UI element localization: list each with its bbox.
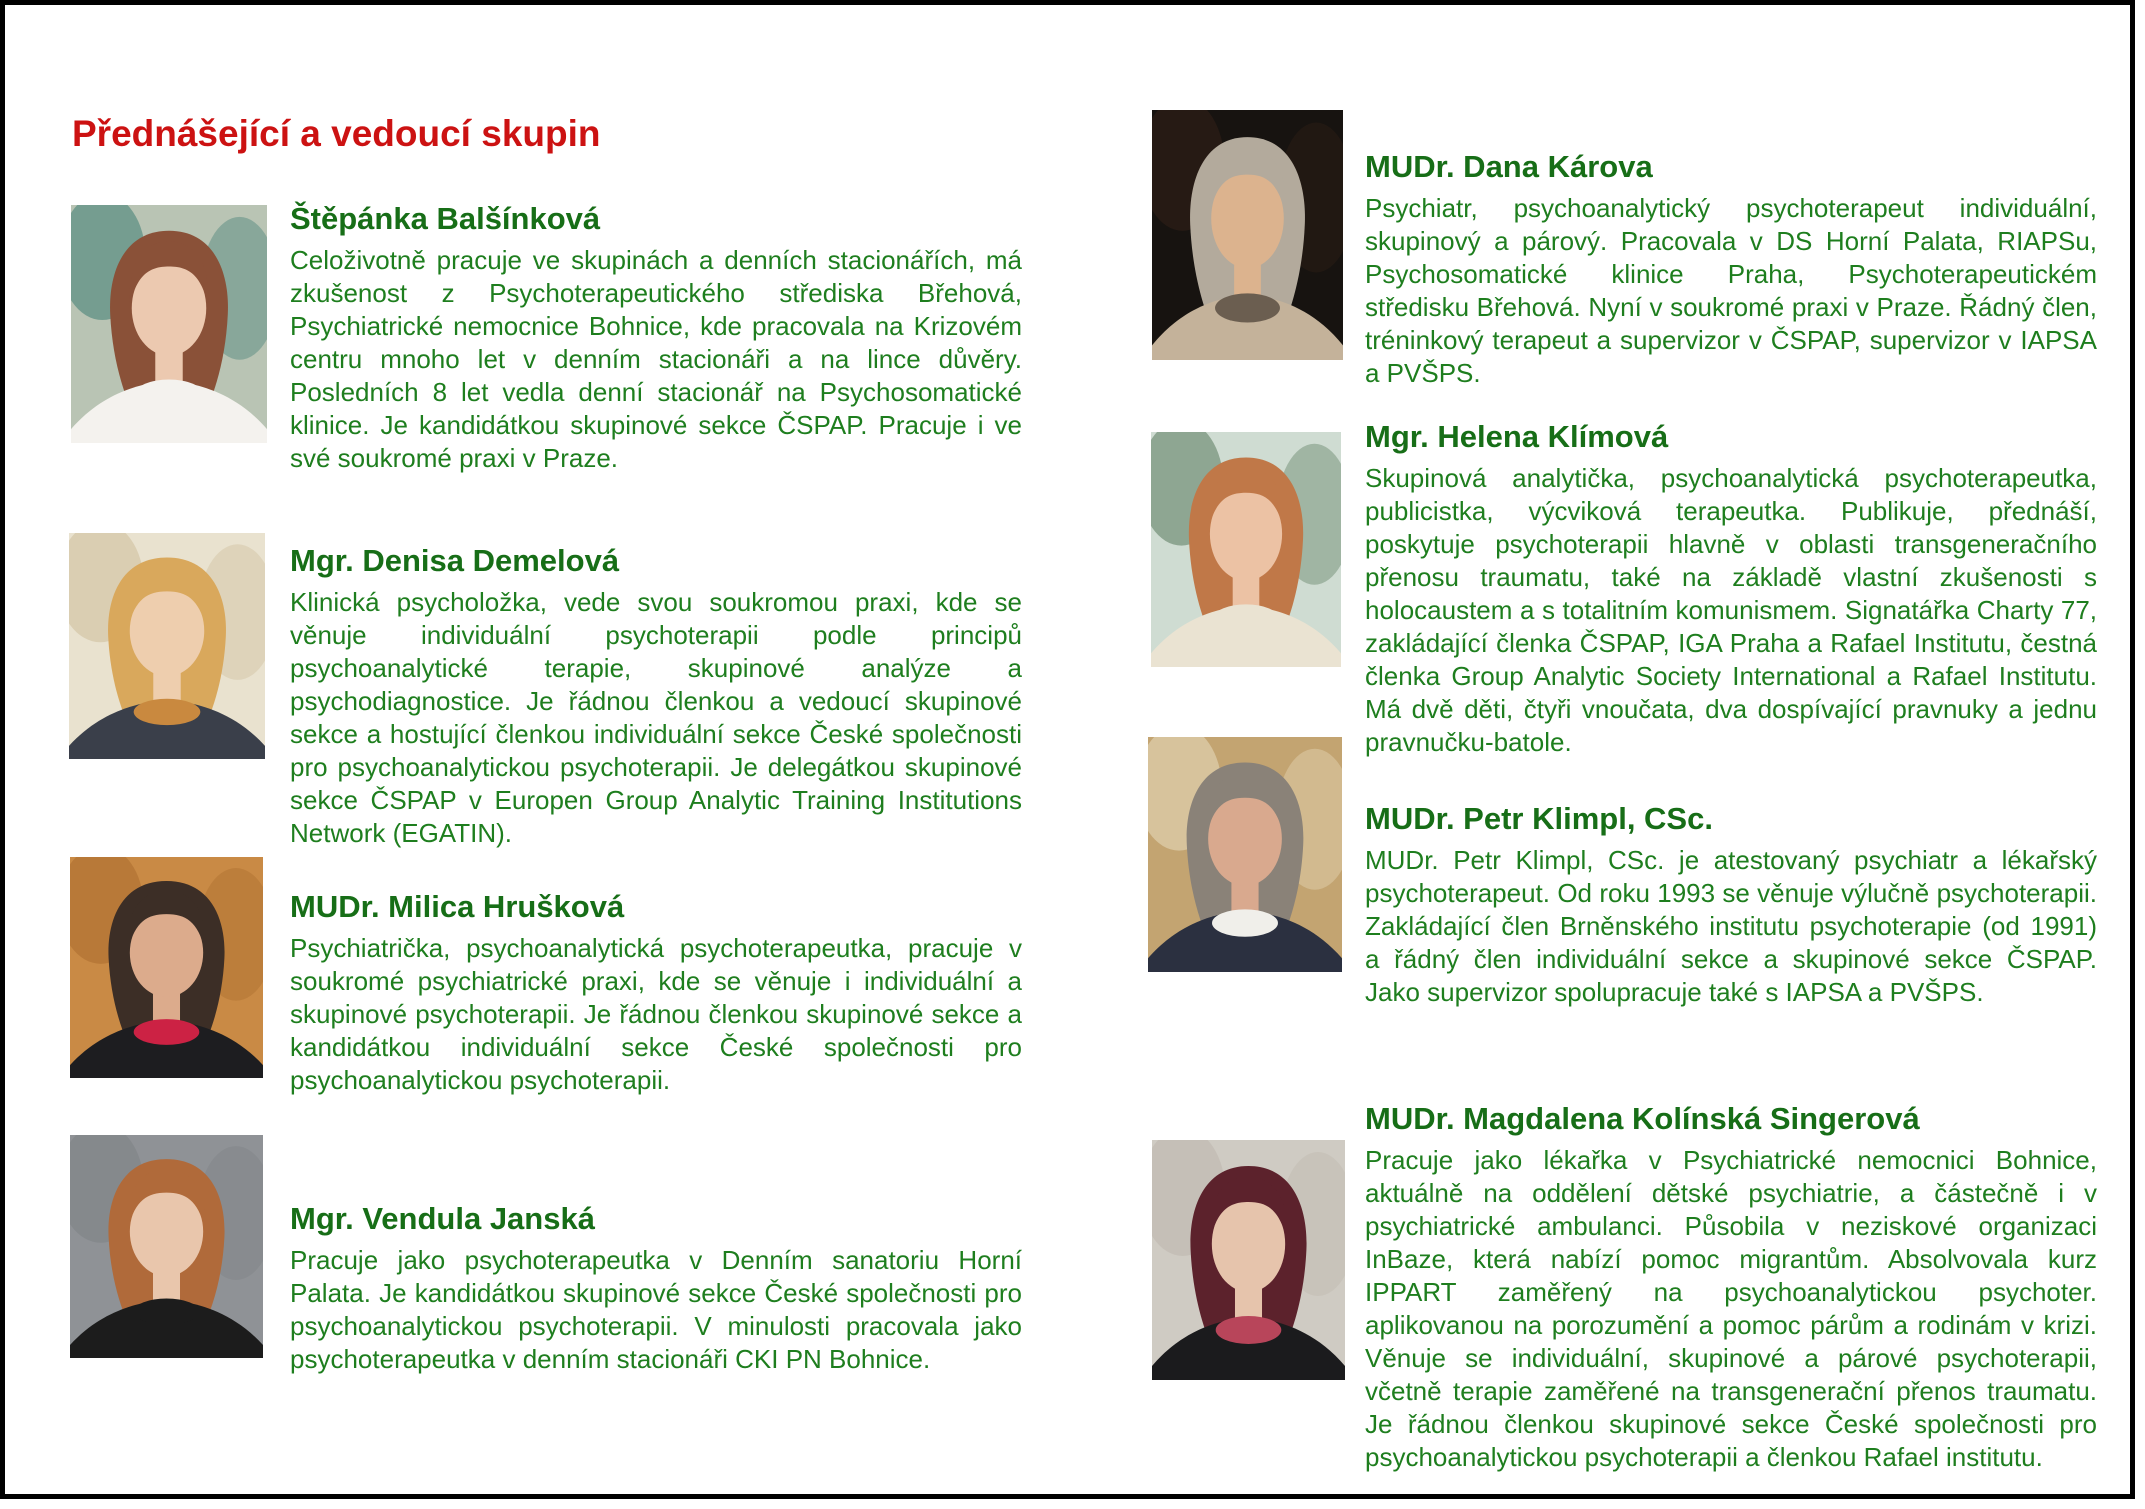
profile-bio: Pracuje jako psychoterapeutka v Denním sanatoriu Horní Palata. Je kandidátkou skupinové sekce České společnosti pro psychoanalytickou psychoterapii. V minulosti pracovala jako psychoterapeutka v denním stacionáři CKI PN Bohnice.: [290, 1245, 1022, 1374]
profile-bio: Klinická psycholožka, vede svou soukromou praxi, kde se věnuje individuální psychoterapii podle principů psychoanalytické terapie, skupinové analýze a psychodiagnostice. Je řádnou členkou a vedoucí skupinové sekce a hostující členkou individuální sekce České společnosti pro psychoanalytickou psychoterapii. Je delegátkou skupinové sekce ČSPAP v Europen Group Analytic Training Institutions Network (EGATIN).: [290, 587, 1022, 848]
profile-bio: Skupinová analytička, psychoanalytická psychoterapeutka, publicistka, výcviková terapeutka. Publikuje, přednáší, poskytuje psychoterapii hlavně v oblasti transgeneračního přenosu traumatu, také na základě vlastní zkušenosti s holocaustem a s totalitním komunismem. Signatářka Charty 77, zakládající členka ČSPAP, IGA Praha a Rafael Institutu, čestná členka Group Analytic Society International a Rafael Institutu. Má dvě děti, čtyři vnoučata, dva dospívající pravnuky a jednu pravnučku-batole.: [1365, 463, 2097, 757]
profile-name: Mgr. Denisa Demelová: [290, 543, 620, 578]
person-portrait-icon: [71, 205, 267, 443]
profile-photo: [1148, 737, 1342, 972]
person-portrait-icon: [1151, 432, 1341, 667]
profile-bio: Celoživotně pracuje ve skupinách a denních stacionářích, má zkušenost z Psychoterapeutického střediska Břehová, Psychiatrické nemocnice Bohnice, kde pracovala na Krizovém centru mnoho let v denním stacionáři a na lince důvěry. Posledních 8 let vedla denní stacionář na Psychosomatické klinice. Je kandidátkou skupinové sekce ČSPAP. Pracuje i ve své soukromé praxi v Praze.: [290, 245, 1022, 473]
profile-photo: [70, 857, 263, 1078]
profile-photo: [69, 533, 265, 759]
person-portrait-icon: [70, 1135, 263, 1358]
person-portrait-icon: [1152, 1140, 1345, 1380]
person-portrait-icon: [69, 533, 265, 759]
profile-bio: Psychiatr, psychoanalytický psychoterapeut individuální, skupinový a párový. Pracovala v DS Horní Palata, RIAPSu, Psychosomatické klinice Praha, Psychoterapeutickém středisku Břehová. Nyní v soukromé praxi v Praze. Řádný člen, tréninkový terapeut a supervizor v ČSPAP, supervizor v IAPSA a PVŠPS.: [1365, 193, 2097, 388]
profile-photo: [1152, 110, 1343, 360]
profile-photo: [1152, 1140, 1345, 1380]
page-title: Přednášející a vedoucí skupin: [72, 112, 601, 154]
profile-name: Štěpánka Balšínková: [290, 201, 601, 236]
profile-name: Mgr. Vendula Janská: [290, 1201, 595, 1236]
person-portrait-icon: [70, 857, 263, 1078]
profile-name: MUDr. Petr Klimpl, CSc.: [1365, 801, 1713, 836]
profile-name: MUDr. Dana Károva: [1365, 149, 1653, 184]
profile-bio: Pracuje jako lékařka v Psychiatrické nemocnici Bohnice, aktuálně na oddělení dětské psychiatrie, a částečně i v psychiatrické ambulanci. Působila v neziskové organizaci InBaze, která nabízí pomoc migrantům. Absolvovala kurz IPPART zaměřený na psychoanalytickou psychoter. aplikovanou na porozumění a pomoc párům a rodinám v krizi. Věnuje se individuální, skupinové a párové psychoterapii, včetně terapie zaměřené na transgenerační přenos traumatu. Je řádnou členkou skupinové sekce České společnosti pro psychoanalytickou psychoterapii a členkou Rafael institutu.: [1365, 1145, 2097, 1472]
profile-name: MUDr. Magdalena Kolínská Singerová: [1365, 1101, 1920, 1136]
person-portrait-icon: [1148, 737, 1342, 972]
profile-photo: [70, 1135, 263, 1358]
profile-photo: [71, 205, 267, 443]
profile-bio: MUDr. Petr Klimpl, CSc. je atestovaný psychiatr a lékařský psychoterapeut. Od roku 1993 se věnuje výlučně psychoterapii. Zakládající člen Brněnského institutu psychoterapie (od 1991) a řádný člen individuální sekce a skupinové sekce ČSPAP. Jako supervizor spolupracuje také s IAPSA a PVŠPS.: [1365, 845, 2097, 1007]
person-portrait-icon: [1152, 110, 1343, 360]
profile-name: MUDr. Milica Hrušková: [290, 889, 625, 924]
profile-photo: [1151, 432, 1341, 667]
profile-bio: Psychiatrička, psychoanalytická psychoterapeutka, pracuje v soukromé psychiatrické praxi, kde se věnuje i individuální a skupinové psychoterapii. Je řádnou členkou skupinové sekce a kandidátkou individuální sekce České společnosti pro psychoanalytickou psychoterapii.: [290, 933, 1022, 1095]
profile-name: Mgr. Helena Klímová: [1365, 419, 1669, 454]
